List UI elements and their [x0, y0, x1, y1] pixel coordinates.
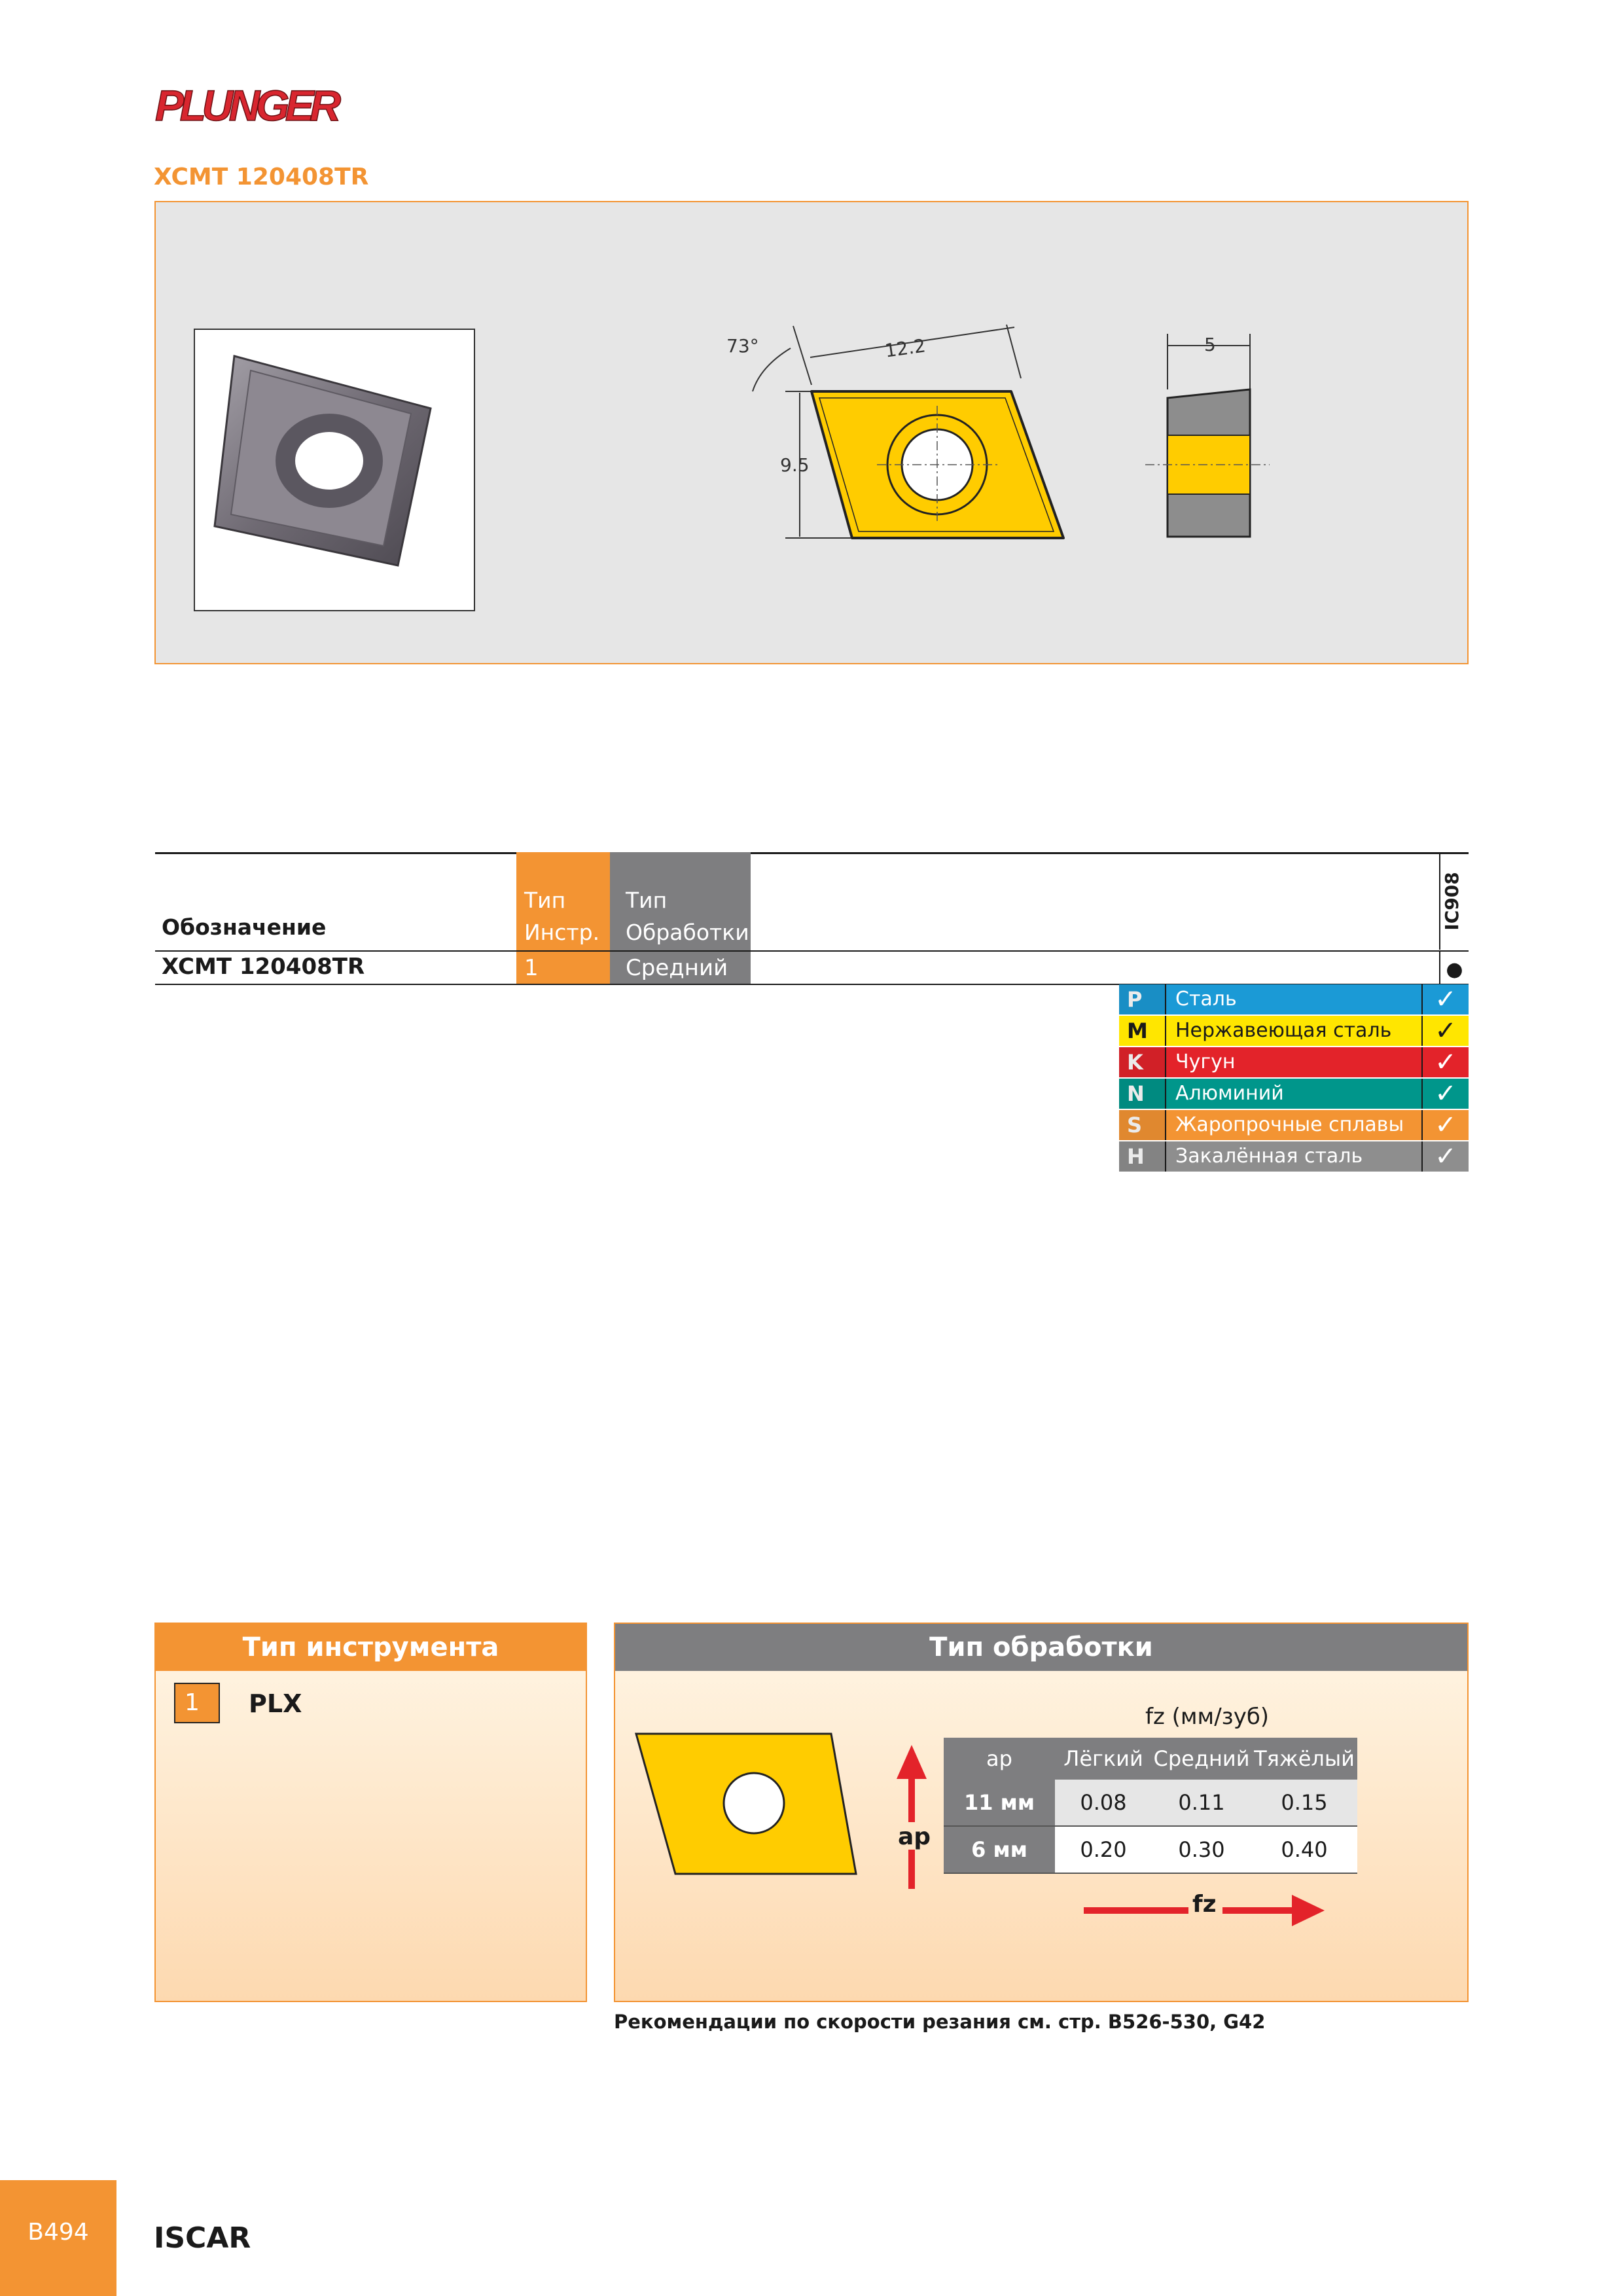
material-check-icon: ✓	[1421, 1079, 1469, 1109]
tool-type-cell: 1	[516, 952, 610, 984]
ap-arrow	[895, 1745, 928, 1889]
material-name: Сталь	[1175, 988, 1237, 1011]
feed-table-value-cell: 0.08	[1080, 1790, 1127, 1815]
material-letter: P	[1119, 984, 1166, 1014]
feed-table-header-cell: ap	[986, 1746, 1012, 1771]
feed-table-header	[944, 1738, 1357, 1780]
material-check-icon: ✓	[1421, 1141, 1469, 1172]
tool-type-heading: Тип инструмента	[156, 1624, 586, 1671]
designation-header: Обозначение	[162, 914, 327, 940]
fz-title: fz (мм/зуб)	[1145, 1704, 1270, 1730]
material-name: Чугун	[1175, 1050, 1236, 1073]
feed-table-row	[944, 1780, 1357, 1827]
iscar-brand: ISCAR	[154, 2221, 251, 2255]
feed-table-value-cell: 0.20	[1080, 1837, 1127, 1862]
thickness-dimension: 5	[1204, 334, 1216, 355]
feed-table-header-cell: Тяжёлый	[1254, 1746, 1355, 1771]
material-name: Нержавеющая сталь	[1175, 1019, 1392, 1042]
feed-table-ap-cell: 11 мм	[944, 1780, 1055, 1825]
feed-table-value-cell: 0.11	[1178, 1790, 1225, 1815]
feed-table-header-cell: Средний	[1153, 1746, 1250, 1771]
fz-label: fz	[1192, 1891, 1217, 1918]
material-letter: K	[1119, 1047, 1166, 1077]
material-check-icon: ✓	[1421, 1047, 1469, 1077]
machining-type-header: Тип Обработки	[610, 852, 751, 950]
material-row-k	[1119, 1047, 1469, 1077]
machining-type-cell: Средний	[610, 952, 751, 984]
material-name: Алюминий	[1175, 1082, 1284, 1105]
length-dimension: 12.2	[883, 334, 927, 362]
height-dimension: 9.5	[780, 454, 810, 476]
ap-label: ap	[898, 1823, 931, 1850]
tool-type-number: 1	[174, 1683, 220, 1723]
material-check-icon: ✓	[1421, 1016, 1469, 1046]
material-check-icon: ✓	[1421, 1110, 1469, 1140]
feed-table-value-cell: 0.15	[1281, 1790, 1328, 1815]
material-row-h	[1119, 1141, 1469, 1172]
feed-table-row	[944, 1827, 1357, 1874]
feed-table-header-cell: Лёгкий	[1063, 1746, 1143, 1771]
material-letter: S	[1119, 1110, 1166, 1140]
material-row-s	[1119, 1110, 1469, 1140]
tool-type-label: PLX	[249, 1689, 302, 1718]
material-check-icon: ✓	[1421, 984, 1469, 1014]
logo-text: PLUNGER	[155, 81, 341, 130]
plunger-logo	[154, 77, 344, 130]
material-name: Закалённая сталь	[1175, 1145, 1363, 1168]
product-title: XCMT 120408TR	[154, 164, 369, 190]
angle-dimension: 73°	[726, 335, 759, 357]
tool-type-header: Тип Инстр.	[516, 852, 610, 950]
feed-table	[944, 1738, 1357, 1874]
machining-type-heading: Тип обработки	[615, 1624, 1467, 1671]
grade-header: IC908	[1439, 854, 1469, 950]
page-number: B494	[0, 2180, 116, 2296]
material-row-n	[1119, 1079, 1469, 1109]
material-name: Жаропрочные сплавы	[1175, 1113, 1404, 1136]
feed-table-value-cell: 0.30	[1178, 1837, 1225, 1862]
material-row-p	[1119, 984, 1469, 1014]
material-row-m	[1119, 1016, 1469, 1046]
material-letter: N	[1119, 1079, 1166, 1109]
feed-table-value-cell: 0.40	[1281, 1837, 1328, 1862]
designation-cell: XCMT 120408TR	[162, 954, 365, 980]
machining-type-box	[614, 1623, 1469, 2002]
grade-availability-dot: ●	[1439, 952, 1469, 984]
insert-technical-drawing	[713, 308, 1276, 556]
tool-type-box	[154, 1623, 587, 2002]
insert-photo	[194, 329, 475, 611]
cutting-speed-footnote: Рекомендации по скорости резания см. стр. B526-530, G42	[614, 2011, 1266, 2033]
feed-table-ap-cell: 6 мм	[944, 1827, 1055, 1873]
product-table	[155, 842, 1469, 985]
material-letter: H	[1119, 1141, 1166, 1172]
insert-diagram	[635, 1729, 857, 1879]
material-letter: M	[1119, 1016, 1166, 1046]
